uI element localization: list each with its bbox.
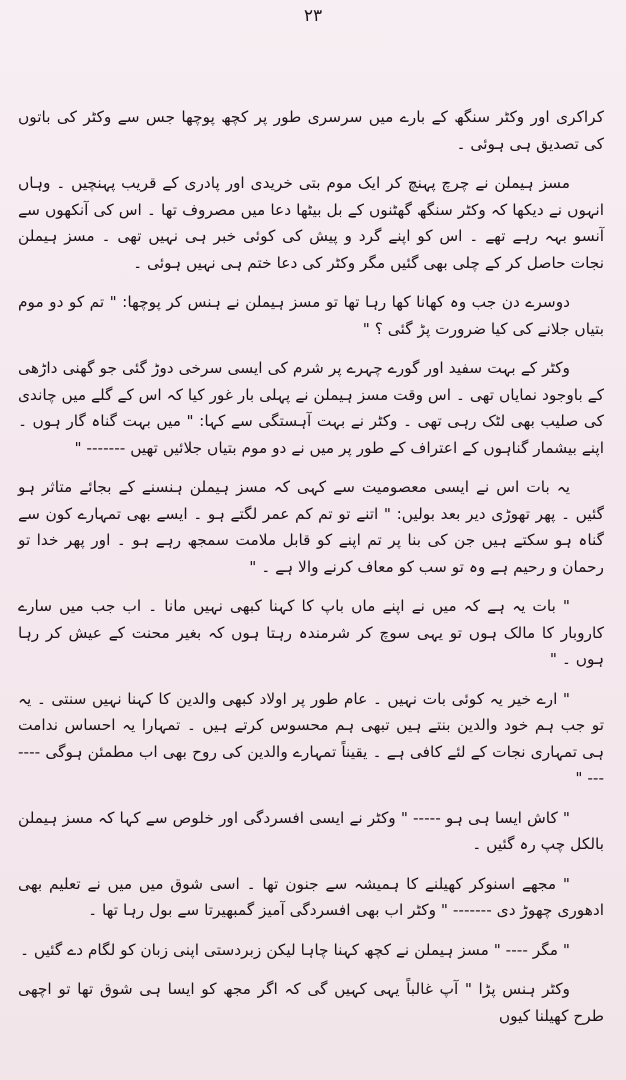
- paragraph: دوسرے دن جب وہ کھانا کھا رہا تھا تو مسز ہیملن نے ہنس کر پوچھا: " تم کو دو موم بتیاں جلانے کی کیا ضرورت پڑ گئی ؟ ": [18, 293, 604, 338]
- paragraph: " مگر ---- " مسز ہیملن نے کچھ کہنا چاہا لیکن زبردستی اپنی زبان کو لگام دے گئیں ۔: [19, 940, 570, 959]
- body-text: [18, 104, 604, 1042]
- paragraph: " ارے خیر یہ کوئی بات نہیں ۔ عام طور پر اولاد کبھی والدین کا کہنا نہیں سنتی ۔ یہ تو جب ہم خود والدین بنتے ہیں تبھی ہم محسوس کرتے ہیں ۔ تمہارا یہ احساس ندامت ہی تمہاری نجات کے لئے کافی ہے ۔ یقیناً تمہارے والدین کی روح بھی اب مطمئن ہوگی ------- ": [18, 689, 604, 787]
- paragraph: " بات یہ ہے کہ میں نے اپنے ماں باپ کا کہنا کبھی نہیں مانا ۔ اب جب میں سارے کاروبار کا مالک ہوں تو یہی سوچ کر شرمندہ رہتا ہوں کہ بغیر محنت کے عیش کر رہا ہوں ۔ ": [18, 597, 604, 668]
- paragraph: " مجھے اسنوکر کھیلنے کا ہمیشہ سے جنون تھا ۔ اسی شوق میں میں نے تعلیم بھی ادھوری چھوڑ دی ------- " وکٹر اب بھی افسردگی آمیز گمبھیرتا سے بول رہا تھا ۔: [18, 874, 604, 919]
- paragraph: یہ بات اس نے ایسی معصومیت سے کہی کہ مسز ہیملن ہنسنے کے بجائے متاثر ہو گئیں ۔ پھر تھوڑی دیر بعد بولیں: " اتنے تو تم کم عمر لگتے ہو ۔ ایسے بھی تمہارے کون سے گناہ ہو سکتے ہیں جن کی بنا پر تم اپنے کو قابل ملامت سمجھ رہے ہو ۔ اور پھر خدا تو رحمان و رحیم ہے وہ تو سب کو معاف کرنے والا ہے ۔ ": [18, 478, 604, 576]
- paragraph: وکٹر ہنس پڑا " آپ غالباً یہی کہیں گی کہ اگر مجھ کو ایسا ہی شوق تھا تو اچھی طرح کھیلنا کیوں: [18, 980, 604, 1025]
- paragraph: " کاش ایسا ہی ہو ----- " وکٹر نے ایسی افسردگی اور خلوص سے کہا کہ مسز ہیملن بالکل چپ رہ گئیں ۔: [18, 808, 604, 853]
- paragraph: مسز ہیملن نے چرچ پہنچ کر ایک موم بتی خریدی اور پادری کے قریب پہنچیں ۔ وہاں انہوں نے دیکھا کہ وکٹر سنگھ گھٹنوں کے بل بیٹھا دعا میں مصروف تھا ۔ اس کی آنکھوں سے آنسو بہہ رہے تھے ۔ اس کو اپنے گرد و پیش کی کوئی خبر ہی نہیں تھی ۔ مسز ہیملن نجات حاصل کر کے چلی بھی گئیں مگر وکٹر کی دعا ختم ہی نہیں ہوئی ۔: [18, 174, 604, 272]
- paragraph: کراکری اور وکٹر سنگھ کے بارے میں سرسری طور پر کچھ پوچھا جس سے وکٹر کی باتوں کی تصدیق ہی ہوئی ۔: [18, 108, 604, 153]
- paragraph: وکٹر کے بہت سفید اور گورے چہرے پر شرم کی ایسی سرخی دوڑ گئی جو گھنی داڑھی کے باوجود نمایاں تھی ۔ اس وقت مسز ہیملن نے پہلی بار غور کیا کہ اس کے گلے میں چاندی کی صلیب بھی لٹک رہی تھی ۔ وکٹر نے بہت آہستگی سے کہا: " میں بہت گناہ گار ہوں ۔ اپنے بیشمار گناہوں کے اعتراف کے طور پر میں نے دو موم بتیاں جلائیں تھیں ------- ": [18, 359, 604, 457]
- page-number: ۲۳: [303, 6, 323, 26]
